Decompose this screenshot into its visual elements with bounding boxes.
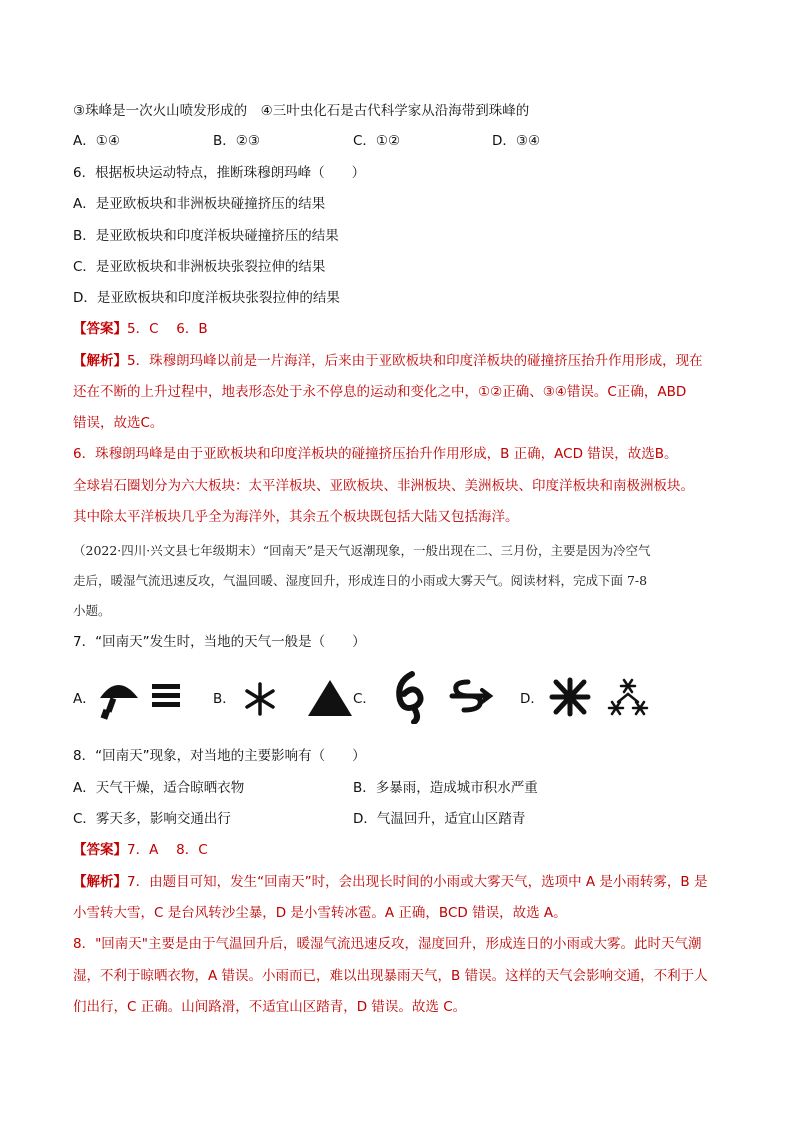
q8-stem: 8．“回南天”现象，对当地的主要影响有（ ） — [73, 748, 366, 764]
q7-option-b-symbols — [240, 672, 360, 724]
analysis-5-line1 — [73, 351, 703, 371]
analysis-6-line2: 全球岩石圈划分为六大板块：太平洋板块、亚欧板块、非洲板块、美洲板块、印度洋板块和南极洲板块。 — [73, 478, 694, 494]
q5-option-b: B．②③ — [213, 133, 260, 149]
q8-option-a: A．天气干燥，适合晾晒衣物 — [73, 780, 245, 796]
q6-option-b: B．是亚欧板块和印度洋板块碰撞挤压的结果 — [73, 228, 339, 244]
answer-text: 5．C 6．B — [127, 321, 208, 337]
material-line1: （2022·四川·兴文县七年级期末）“回南天”是天气返潮现象，一般出现在二、三月份，主要是因为冷空气 — [73, 543, 651, 558]
q6-option-c: C．是亚欧板块和非洲板块张裂拉伸的结果 — [73, 259, 326, 275]
material-line2: 走后，暖湿气流迅速反攻，气温回暖、湿度回升，形成连日的小雨或大雾天气。阅读材料，完成下面 7-8 — [73, 573, 648, 588]
q6-stem: 6．根据板块运动特点，推断珠穆朗玛峰（ ） — [73, 165, 366, 181]
answer-tag: 【答案】 — [73, 321, 127, 337]
light-snow-icon — [552, 680, 588, 714]
analysis-tag: 【解析】 — [73, 874, 127, 890]
q6-option-a: A．是亚欧板块和非洲板块碰撞挤压的结果 — [73, 196, 326, 212]
answer-7-8 — [73, 840, 208, 860]
hail-icon — [609, 680, 647, 714]
answer-5-6 — [73, 319, 208, 339]
analysis-7-line1 — [73, 872, 707, 892]
q7-stem: 7．“回南天”发生时，当地的天气一般是（ ） — [73, 634, 366, 650]
sandstorm-icon — [452, 682, 490, 710]
q8-option-c: C．雾天多，影响交通出行 — [73, 811, 231, 827]
q7-option-c-symbols — [390, 668, 500, 724]
q5-statement-line: ③珠峰是一次火山喷发形成的 ④三叶虫化石是古代科学家从沿海带到珠峰的 — [73, 103, 530, 119]
analysis-8-line1: 8．"回南天"主要是由于气温回升后，暖湿气流迅速反攻，湿度回升，形成连日的小雨或大雾。此时天气潮 — [73, 936, 702, 952]
answer-text: 7．A 8．C — [127, 842, 208, 858]
rain-icon — [100, 685, 138, 720]
q7-option-c-label: C． — [353, 691, 376, 707]
q7-option-a-symbols — [96, 672, 186, 724]
analysis-5-line3: 错误，故选C。 — [73, 415, 164, 431]
analysis-text: 5．珠穆朗玛峰以前是一片海洋，后来由于亚欧板块和印度洋板块的碰撞挤压抬升作用形成，现在 — [127, 353, 703, 369]
q5-option-a: A．①④ — [73, 133, 120, 149]
analysis-6-line3: 其中除太平洋板块几乎全为海洋外，其余五个板块既包括大陆又包括海洋。 — [73, 509, 519, 525]
fog-icon — [152, 684, 180, 707]
q7-option-d-label: D． — [520, 691, 544, 707]
analysis-5-line2: 还在不断的上升过程中，地表形态处于永不停息的运动和变化之中，①②正确、③④错误。C正确，ABD — [73, 384, 687, 400]
mountain-icon — [308, 680, 352, 716]
q8-option-b: B．多暴雨，造成城市积水严重 — [353, 780, 538, 796]
q7-option-a-label: A． — [73, 691, 96, 707]
analysis-text: 7．由题目可知，发生“回南天”时，会出现长时间的小雨或大雾天气，选项中 A 是小雨转雾，B 是 — [127, 874, 708, 890]
analysis-7-line2: 小雪转大雪，C 是台风转沙尘暴，D 是小雪转冰雹。A 正确，BCD 错误，故选 A。 — [73, 905, 567, 921]
analysis-6-line1: 6．珠穆朗玛峰是由于亚欧板块和印度洋板块的碰撞挤压抬升作用形成，B 正确，ACD 错误，故选B。 — [73, 446, 678, 462]
analysis-tag: 【解析】 — [73, 353, 127, 369]
answer-tag: 【答案】 — [73, 842, 127, 858]
q6-option-d: D．是亚欧板块和印度洋板块张裂拉伸的结果 — [73, 290, 340, 306]
q8-option-d: D．气温回升，适宜山区踏青 — [353, 811, 526, 827]
analysis-8-line2: 湿，不利于晾晒衣物，A 错误。小雨而已，难以出现暴雨天气，B 错误。这样的天气会影响交通，不利于人 — [73, 968, 708, 984]
q7-option-d-symbols — [548, 672, 658, 724]
q5-option-d: D．③④ — [492, 133, 541, 149]
analysis-8-line3: 们出行，C 正确。山间路滑，不适宜山区踏青，D 错误。故选 C。 — [73, 999, 467, 1015]
q5-option-c: C．①② — [353, 133, 401, 149]
snow-icon — [247, 684, 273, 714]
typhoon-icon — [399, 674, 420, 722]
material-line3: 小题。 — [73, 603, 111, 618]
q7-option-b-label: B． — [213, 691, 236, 707]
